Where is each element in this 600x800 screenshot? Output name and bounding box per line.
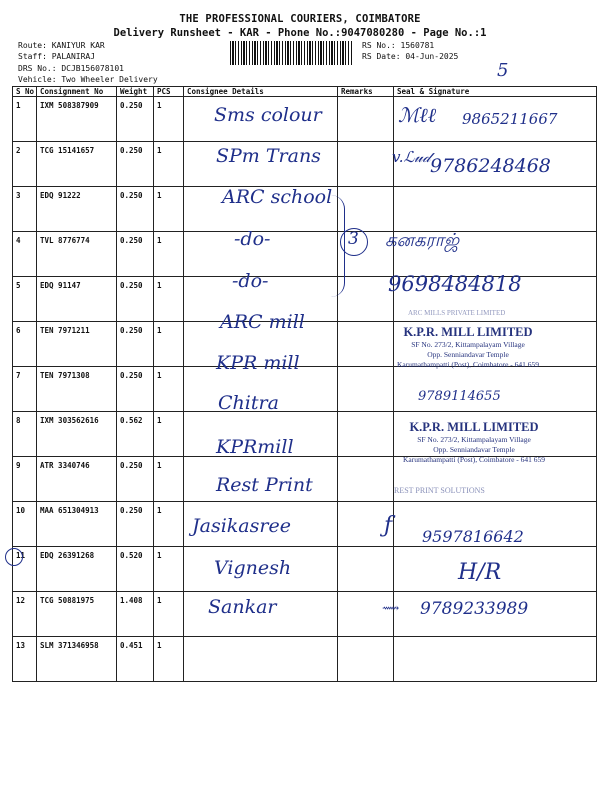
cell-sno: 9 bbox=[13, 457, 37, 502]
cell-pcs: 1 bbox=[154, 367, 184, 412]
col-header-weight: Weight bbox=[117, 87, 154, 97]
cell-consignment: TVL 8776774 bbox=[37, 232, 117, 277]
cell-pcs: 1 bbox=[154, 637, 184, 682]
kpr-mill-stamp bbox=[368, 325, 568, 370]
col-header-sno: S No bbox=[13, 87, 37, 97]
cell-remarks bbox=[338, 97, 394, 142]
cell-remarks bbox=[338, 367, 394, 412]
table-header-row bbox=[13, 87, 597, 97]
handwritten-consignee: Chitra bbox=[218, 392, 279, 414]
cell-sno: 4 bbox=[13, 232, 37, 277]
vehicle-label: Vehicle: Two Wheeler Delivery bbox=[18, 75, 158, 84]
cell-pcs: 1 bbox=[154, 502, 184, 547]
handwritten-consignee: SPm Trans bbox=[216, 145, 321, 167]
cell-consignment: ATR 3340746 bbox=[37, 457, 117, 502]
handwritten-phone: 9597816642 bbox=[422, 527, 524, 546]
cell-weight: 0.451 bbox=[117, 637, 154, 682]
cell-consignment: IXM 303562616 bbox=[37, 412, 117, 457]
cell-pcs: 1 bbox=[154, 457, 184, 502]
cell-pcs: 1 bbox=[154, 232, 184, 277]
cell-consignment: EDQ 91222 bbox=[37, 187, 117, 232]
cell-consignment: EDQ 91147 bbox=[37, 277, 117, 322]
handwritten-phone: 9789233989 bbox=[420, 599, 529, 619]
cell-pcs: 1 bbox=[154, 592, 184, 637]
cell-weight: 0.250 bbox=[117, 367, 154, 412]
cell-consignee bbox=[184, 637, 338, 682]
handwritten-phone: 9789114655 bbox=[418, 389, 501, 404]
handwritten-consignee: Vignesh bbox=[214, 557, 292, 579]
cell-consignment: TCG 15141657 bbox=[37, 142, 117, 187]
handwritten-consignee: Sankar bbox=[208, 596, 277, 618]
handwritten-consignee: -do- bbox=[232, 270, 269, 292]
cell-consignment: SLM 371346958 bbox=[37, 637, 117, 682]
handwritten-consignee: Sms colour bbox=[214, 104, 322, 126]
stamp-line: Karumathampatti (Post), Coimbatore - 641 659 bbox=[402, 455, 546, 464]
company-title: THE PROFESSIONAL COURIERS, COIMBATORE bbox=[179, 13, 421, 25]
col-header-pcs: PCS bbox=[154, 87, 184, 97]
cell-sno: 13 bbox=[13, 637, 37, 682]
handwritten-signature: ƒ bbox=[384, 513, 393, 538]
stamp-line: Opp. Senniandavar Temple bbox=[433, 445, 515, 454]
rest-print-stamp: REST PRINT SOLUTIONS bbox=[394, 486, 485, 495]
circled-three-text: 3 bbox=[348, 229, 359, 249]
stamp-line: Opp. Senniandavar Temple bbox=[427, 350, 509, 359]
rs-number: RS No.: 1560781 bbox=[362, 41, 435, 50]
handwritten-consignee: Rest Print bbox=[216, 474, 313, 496]
runsheet-subtitle: Delivery Runsheet - KAR - Phone No.:9047080280 - Page No.:1 bbox=[113, 27, 487, 39]
handwritten-phone: 9786248468 bbox=[430, 155, 551, 177]
cell-signature bbox=[394, 637, 597, 682]
cell-pcs: 1 bbox=[154, 142, 184, 187]
cell-consignment: TEN 7971308 bbox=[37, 367, 117, 412]
handwritten-consignee: KPRmill bbox=[216, 436, 294, 458]
cell-weight: 0.250 bbox=[117, 277, 154, 322]
kpr-mill-stamp bbox=[374, 420, 574, 465]
grouping-bracket bbox=[330, 195, 345, 297]
cell-sno: 3 bbox=[13, 187, 37, 232]
table-row bbox=[13, 547, 597, 592]
cell-remarks bbox=[338, 142, 394, 187]
col-header-signature: Seal & Signature bbox=[394, 87, 597, 97]
cell-sno: 10 bbox=[13, 502, 37, 547]
handwritten-consignee: ARC school bbox=[222, 186, 333, 208]
cell-weight: 1.408 bbox=[117, 592, 154, 637]
stamp-line: SF No. 273/2, Kittampalayam Village bbox=[411, 340, 525, 349]
table-row bbox=[13, 637, 597, 682]
handwritten-consignee: -do- bbox=[234, 228, 271, 250]
handwritten-consignee: ARC mill bbox=[220, 311, 305, 333]
handwritten-signature: H/R bbox=[458, 560, 502, 585]
table-row bbox=[13, 367, 597, 412]
cell-sno: 8 bbox=[13, 412, 37, 457]
cell-weight: 0.250 bbox=[117, 322, 154, 367]
col-header-remarks: Remarks bbox=[338, 87, 394, 97]
cell-sno: 6 bbox=[13, 322, 37, 367]
route-label: Route: KANIYUR KAR bbox=[18, 41, 105, 50]
cell-sno: 7 bbox=[13, 367, 37, 412]
staff-label: Staff: PALANIRAJ bbox=[18, 52, 96, 61]
handwritten-count: 5 bbox=[497, 60, 509, 81]
cell-weight: 0.250 bbox=[117, 97, 154, 142]
cell-sno: 2 bbox=[13, 142, 37, 187]
cell-remarks bbox=[338, 547, 394, 592]
cell-consignment: IXM 508387909 bbox=[37, 97, 117, 142]
cell-weight: 0.250 bbox=[117, 232, 154, 277]
cell-pcs: 1 bbox=[154, 547, 184, 592]
stamp-title: K.P.R. MILL LIMITED bbox=[403, 325, 533, 339]
rs-date: RS Date: 04-Jun-2025 bbox=[362, 52, 459, 61]
barcode bbox=[230, 41, 352, 65]
cell-sno: 11 bbox=[13, 547, 37, 592]
handwritten-signature: v.ℒ𝓊𝒹 bbox=[392, 148, 431, 166]
cell-weight: 0.562 bbox=[117, 412, 154, 457]
cell-remarks bbox=[338, 187, 394, 232]
handwritten-consignee: KPR mill bbox=[216, 352, 300, 374]
cell-consignment: TEN 7971211 bbox=[37, 322, 117, 367]
cell-consignment: MAA 651304913 bbox=[37, 502, 117, 547]
cell-consignment: TCG 50881975 bbox=[37, 592, 117, 637]
cell-weight: 0.520 bbox=[117, 547, 154, 592]
cell-pcs: 1 bbox=[154, 277, 184, 322]
cell-weight: 0.250 bbox=[117, 187, 154, 232]
cell-consignment: EDQ 26391268 bbox=[37, 547, 117, 592]
cell-pcs: 1 bbox=[154, 412, 184, 457]
col-header-consignee: Consignee Details bbox=[184, 87, 338, 97]
row-12-circle-mark bbox=[5, 548, 23, 566]
handwritten-consignee: Jasikasree bbox=[192, 515, 291, 537]
handwritten-signature: கனகராஜ் bbox=[385, 230, 460, 251]
cell-sno: 12 bbox=[13, 592, 37, 637]
handwritten-signature: ⟿ bbox=[382, 601, 400, 615]
cell-remarks bbox=[338, 277, 394, 322]
cell-sno: 5 bbox=[13, 277, 37, 322]
cell-weight: 0.250 bbox=[117, 457, 154, 502]
cell-pcs: 1 bbox=[154, 322, 184, 367]
handwritten-phone: 9698484818 bbox=[388, 272, 522, 296]
stamp-line: Karumathampatti (Post), Coimbatore - 641 659 bbox=[396, 360, 540, 369]
handwritten-phone: 9865211667 bbox=[462, 110, 558, 128]
cell-remarks bbox=[338, 637, 394, 682]
handwritten-signature: ℳℓℓ bbox=[398, 103, 437, 127]
cell-signature bbox=[394, 187, 597, 232]
cell-pcs: 1 bbox=[154, 187, 184, 232]
stamp-title: K.P.R. MILL LIMITED bbox=[409, 420, 539, 434]
arc-mills-stamp: ARC MILLS PRIVATE LIMITED bbox=[408, 309, 506, 317]
cell-weight: 0.250 bbox=[117, 142, 154, 187]
drs-number: DRS No.: DCJB156078101 bbox=[18, 64, 124, 73]
stamp-line: SF No. 273/2, Kittampalayam Village bbox=[417, 435, 531, 444]
cell-pcs: 1 bbox=[154, 97, 184, 142]
cell-weight: 0.250 bbox=[117, 502, 154, 547]
table-row bbox=[13, 232, 597, 277]
col-header-consignment: Consignment No bbox=[37, 87, 117, 97]
cell-sno: 1 bbox=[13, 97, 37, 142]
